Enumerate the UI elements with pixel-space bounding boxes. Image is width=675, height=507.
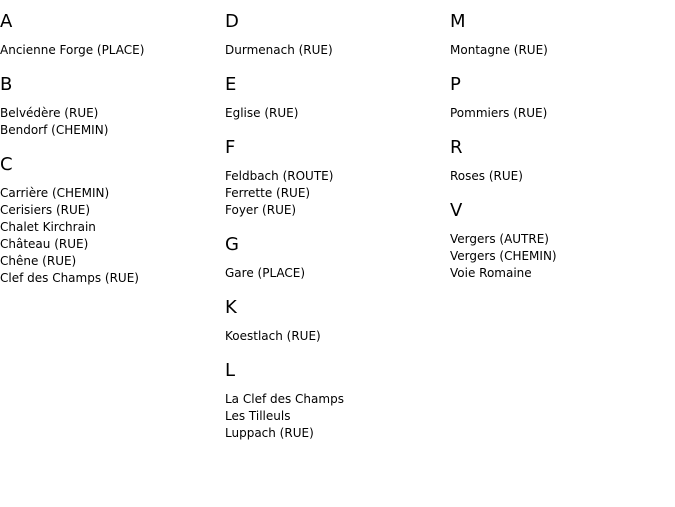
street-list: [450, 105, 675, 122]
street-link[interactable]: Gare (PLACE): [225, 266, 306, 280]
letter-heading: G: [225, 234, 239, 255]
letter-group: [450, 10, 675, 59]
street-link[interactable]: Durmenach (RUE): [225, 43, 333, 57]
street-link[interactable]: Ferrette (RUE): [225, 186, 311, 200]
letter-group: [225, 296, 450, 345]
street-link[interactable]: Les Tilleuls: [225, 409, 291, 423]
street-link[interactable]: Feldbach (ROUTE): [225, 169, 334, 183]
street-link[interactable]: Clef des Champs (RUE): [0, 271, 139, 285]
letter-heading: K: [225, 297, 237, 318]
street-link[interactable]: Chêne (RUE): [0, 254, 77, 268]
street-link[interactable]: Voie Romaine: [450, 266, 532, 280]
letter-group: [0, 73, 225, 139]
street-list: [450, 42, 675, 59]
street-link[interactable]: Château (RUE): [0, 237, 89, 251]
letter-heading: R: [450, 137, 463, 158]
street-link[interactable]: Koestlach (RUE): [225, 329, 321, 343]
letter-group: [0, 10, 225, 59]
street-list: [225, 168, 450, 219]
letter-group: [450, 73, 675, 122]
street-list: [225, 328, 450, 345]
letter-heading: C: [0, 154, 13, 175]
street-list: [225, 42, 450, 59]
street-link[interactable]: Luppach (RUE): [225, 426, 314, 440]
street-link[interactable]: Chalet Kirchrain: [0, 220, 96, 234]
street-link[interactable]: Bendorf (CHEMIN): [0, 123, 109, 137]
letter-group: [225, 233, 450, 282]
letter-group: [225, 73, 450, 122]
letter-heading: A: [0, 11, 13, 32]
street-list: [450, 168, 675, 185]
street-link[interactable]: Cerisiers (RUE): [0, 203, 91, 217]
street-index-column-1: [0, 10, 225, 301]
street-link[interactable]: Pommiers (RUE): [450, 106, 548, 120]
letter-group: [450, 199, 675, 282]
letter-heading: V: [450, 200, 463, 221]
letter-group: [225, 359, 450, 442]
street-link[interactable]: Vergers (AUTRE): [450, 232, 549, 246]
street-link[interactable]: Foyer (RUE): [225, 203, 297, 217]
street-link[interactable]: Ancienne Forge (PLACE): [0, 43, 145, 57]
letter-group: [225, 136, 450, 219]
street-link[interactable]: Vergers (CHEMIN): [450, 249, 557, 263]
street-list: [225, 105, 450, 122]
street-index-column-2: [225, 10, 450, 456]
street-list: [0, 185, 225, 287]
letter-group: [225, 10, 450, 59]
letter-heading: M: [450, 11, 466, 32]
letter-group: [450, 136, 675, 185]
letter-group: [0, 153, 225, 287]
street-link[interactable]: Roses (RUE): [450, 169, 523, 183]
street-list: [225, 265, 450, 282]
street-link[interactable]: Eglise (RUE): [225, 106, 299, 120]
street-index-column-3: [450, 10, 675, 296]
letter-heading: B: [0, 74, 13, 95]
letter-heading: F: [225, 137, 236, 158]
street-link[interactable]: Belvédère (RUE): [0, 106, 99, 120]
street-link[interactable]: Montagne (RUE): [450, 43, 548, 57]
street-link[interactable]: La Clef des Champs: [225, 392, 344, 406]
street-list: [0, 42, 225, 59]
letter-heading: D: [225, 11, 239, 32]
street-list: [450, 231, 675, 282]
street-list: [225, 391, 450, 442]
street-list: [0, 105, 225, 139]
letter-heading: L: [225, 360, 236, 381]
street-link[interactable]: Carrière (CHEMIN): [0, 186, 110, 200]
letter-heading: E: [225, 74, 237, 95]
letter-heading: P: [450, 74, 461, 95]
